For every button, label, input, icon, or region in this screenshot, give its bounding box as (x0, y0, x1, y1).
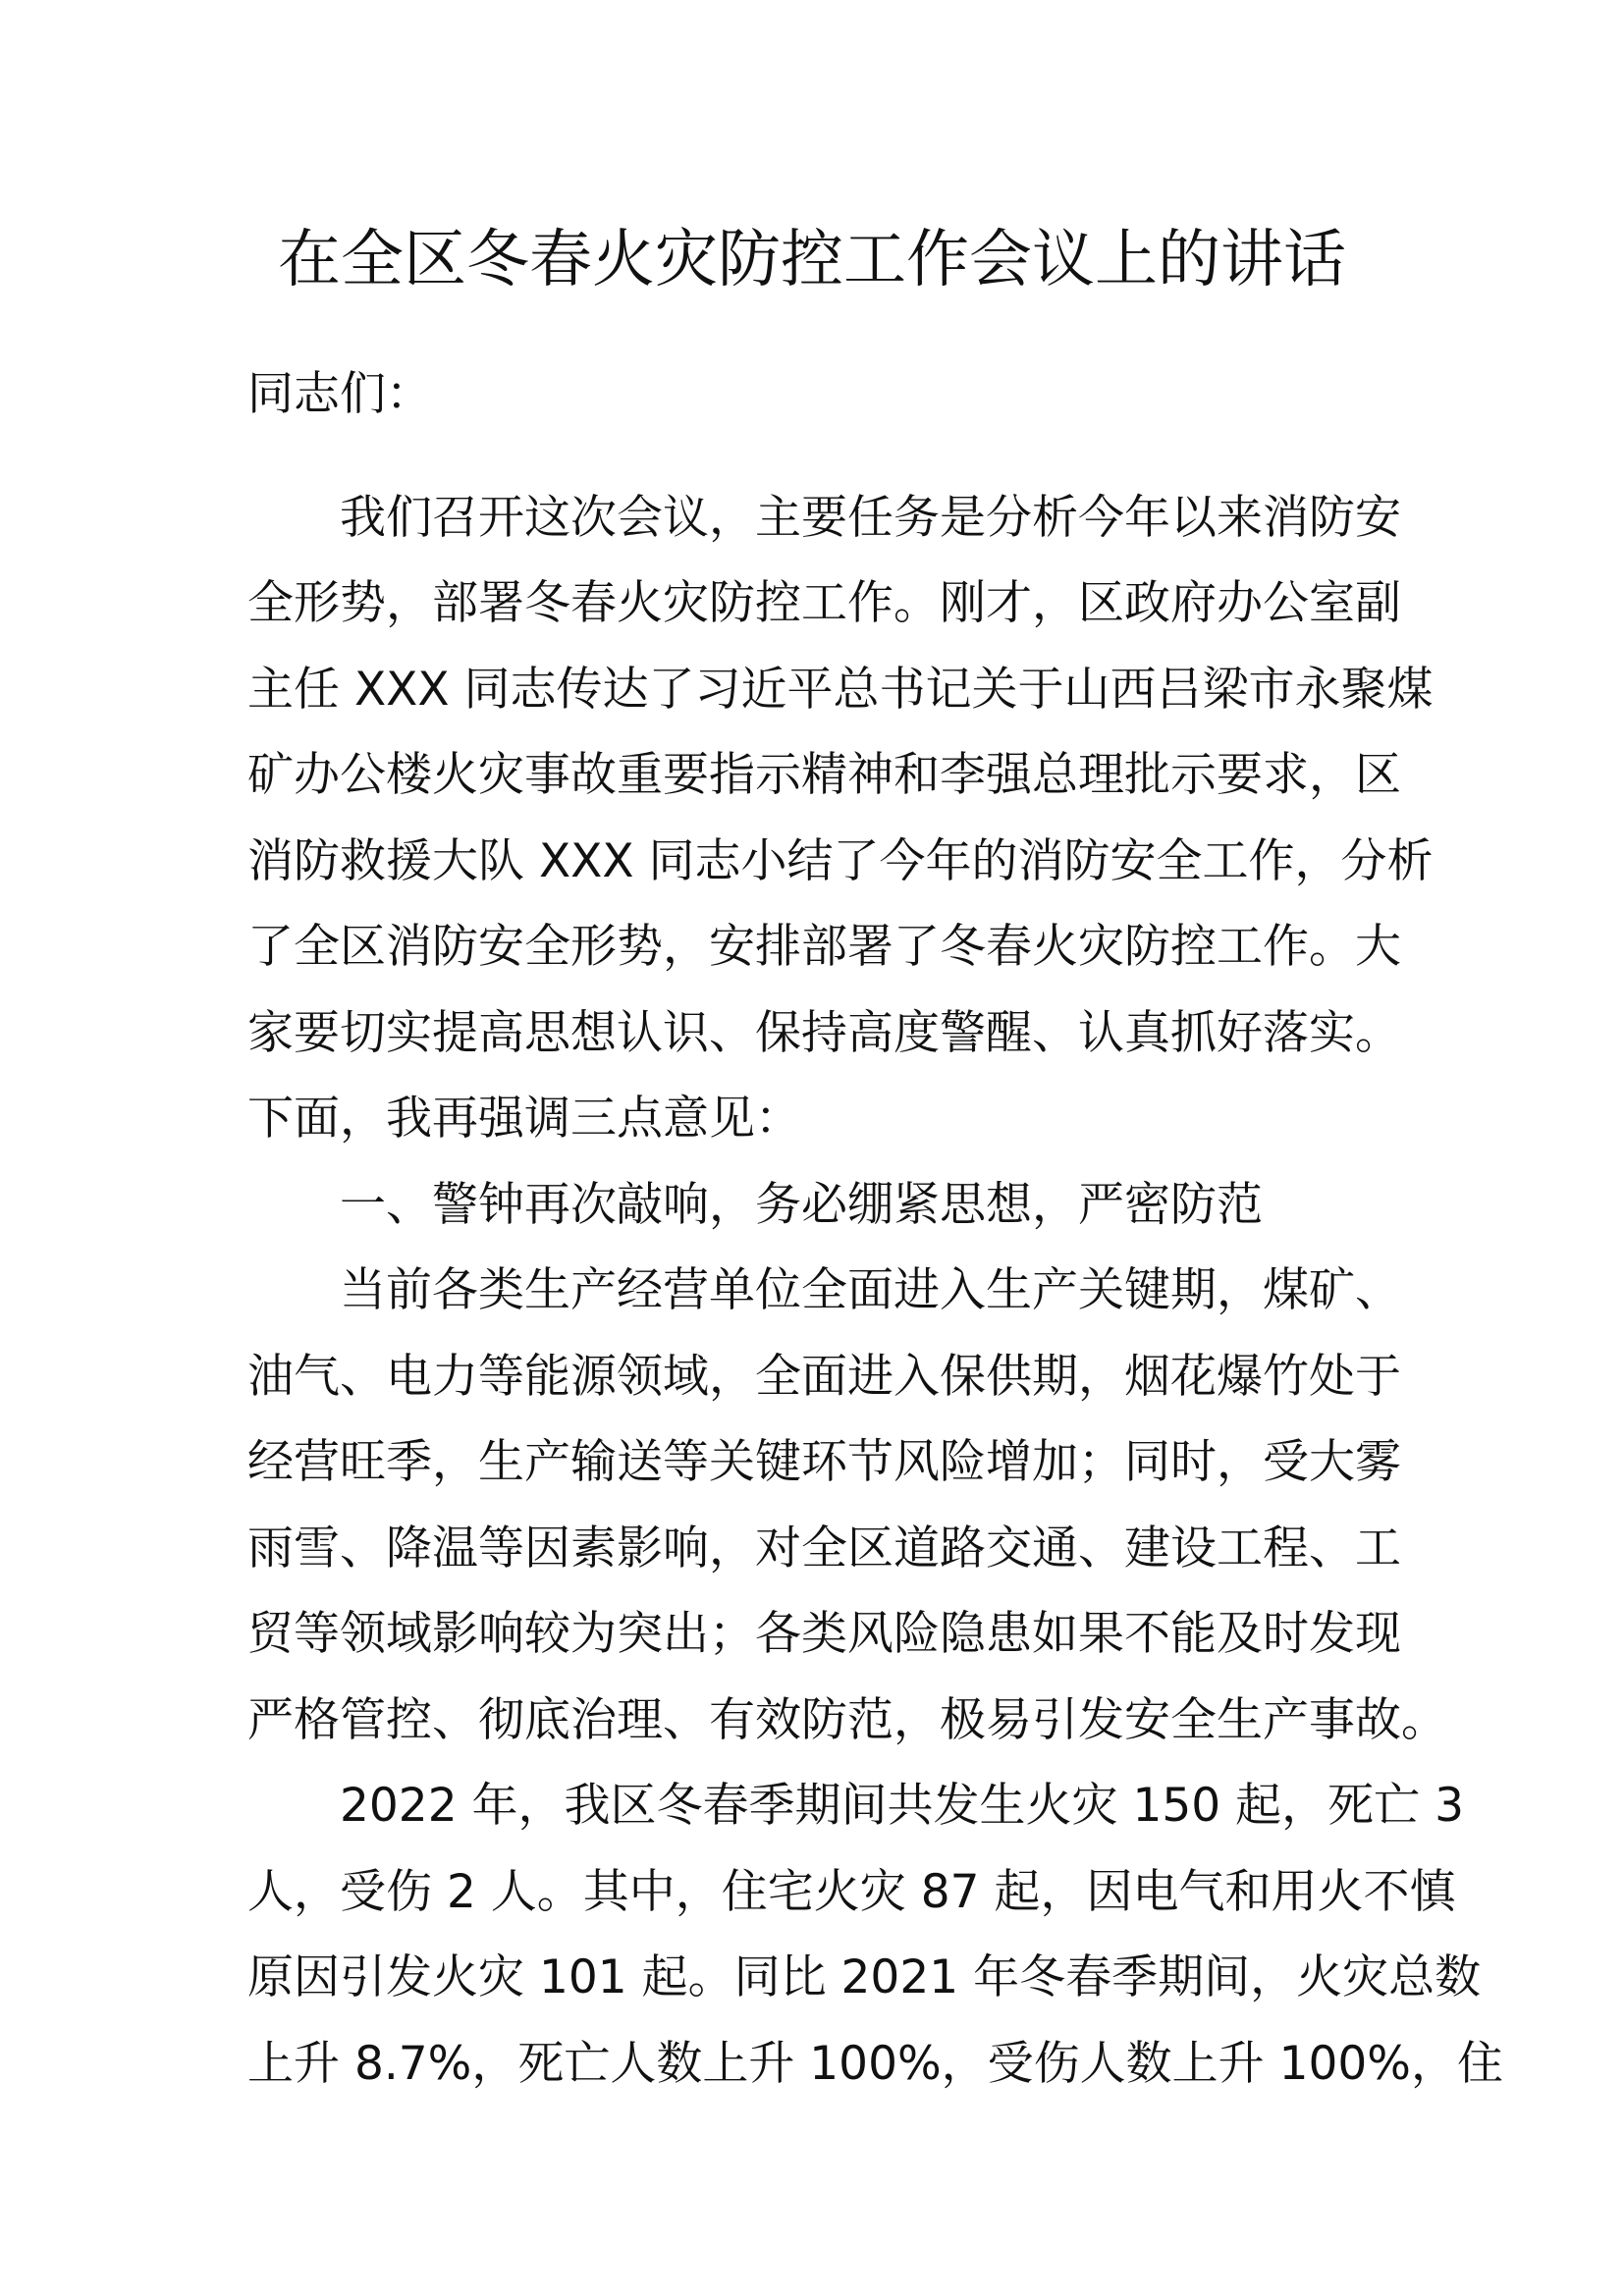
text-line: 当前各类生产经营单位全面进入生产关键期，煤矿、 (247, 1263, 1401, 1317)
text-line: 全形势，部署冬春火灾防控工作。刚才，区政府办公室副 (247, 576, 1401, 630)
text-line: 家要切实提高思想认识、保持高度警醒、认真抓好落实。 (247, 1005, 1401, 1060)
text-line: 消防救援大队 XXX 同志小结了今年的消防安全工作，分析 (247, 833, 1434, 888)
section-heading: 一、警钟再次敲响，务必绷紧思想，严密防范 (247, 1177, 1263, 1232)
document-title: 在全区冬春火灾防控工作会议上的讲话 (278, 224, 1346, 296)
text-line: 矿办公楼火灾事故重要指示精神和李强总理批示要求，区 (247, 748, 1401, 802)
text-line: 我们召开这次会议，主要任务是分析今年以来消防安 (247, 490, 1401, 545)
document-body (247, 365, 1503, 2120)
text-line: 下面，我再强调三点意见： (247, 1092, 801, 1146)
text-line: 油气、电力等能源领域，全面进入保供期，烟花爆竹处于 (247, 1349, 1401, 1404)
text-line: 了全区消防安全形势，安排部署了冬春火灾防控工作。大 (247, 920, 1401, 974)
text-line: 上升 8.7%，死亡人数上升 100%，受伤人数上升 100%，住 (247, 2036, 1503, 2091)
text-line: 贸等领域影响较为突出；各类风险隐患如果不能及时发现 (247, 1607, 1401, 1661)
text-line: 2022 年，我区冬春季期间共发生火灾 150 起，死亡 3 (247, 1779, 1464, 1833)
text-line: 原因引发火灾 101 起。同比 2021 年冬春季期间，火灾总数 (247, 1950, 1482, 2004)
body-lines (247, 489, 1503, 2121)
text-line: 主任 XXX 同志传达了习近平总书记关于山西吕梁市永聚煤 (247, 662, 1434, 717)
text-line: 雨雪、降温等因素影响，对全区道路交通、建设工程、工 (247, 1521, 1401, 1575)
text-line: 经营旺季，生产输送等关键环节风险增加；同时，受大雾 (247, 1435, 1401, 1489)
text-line: 严格管控、彻底治理、有效防范，极易引发安全生产事故。 (247, 1692, 1447, 1747)
greeting: 同志们： (247, 367, 432, 421)
text-line: 人，受伤 2 人。其中，住宅火灾 87 起，因电气和用火不慎 (247, 1864, 1456, 1919)
